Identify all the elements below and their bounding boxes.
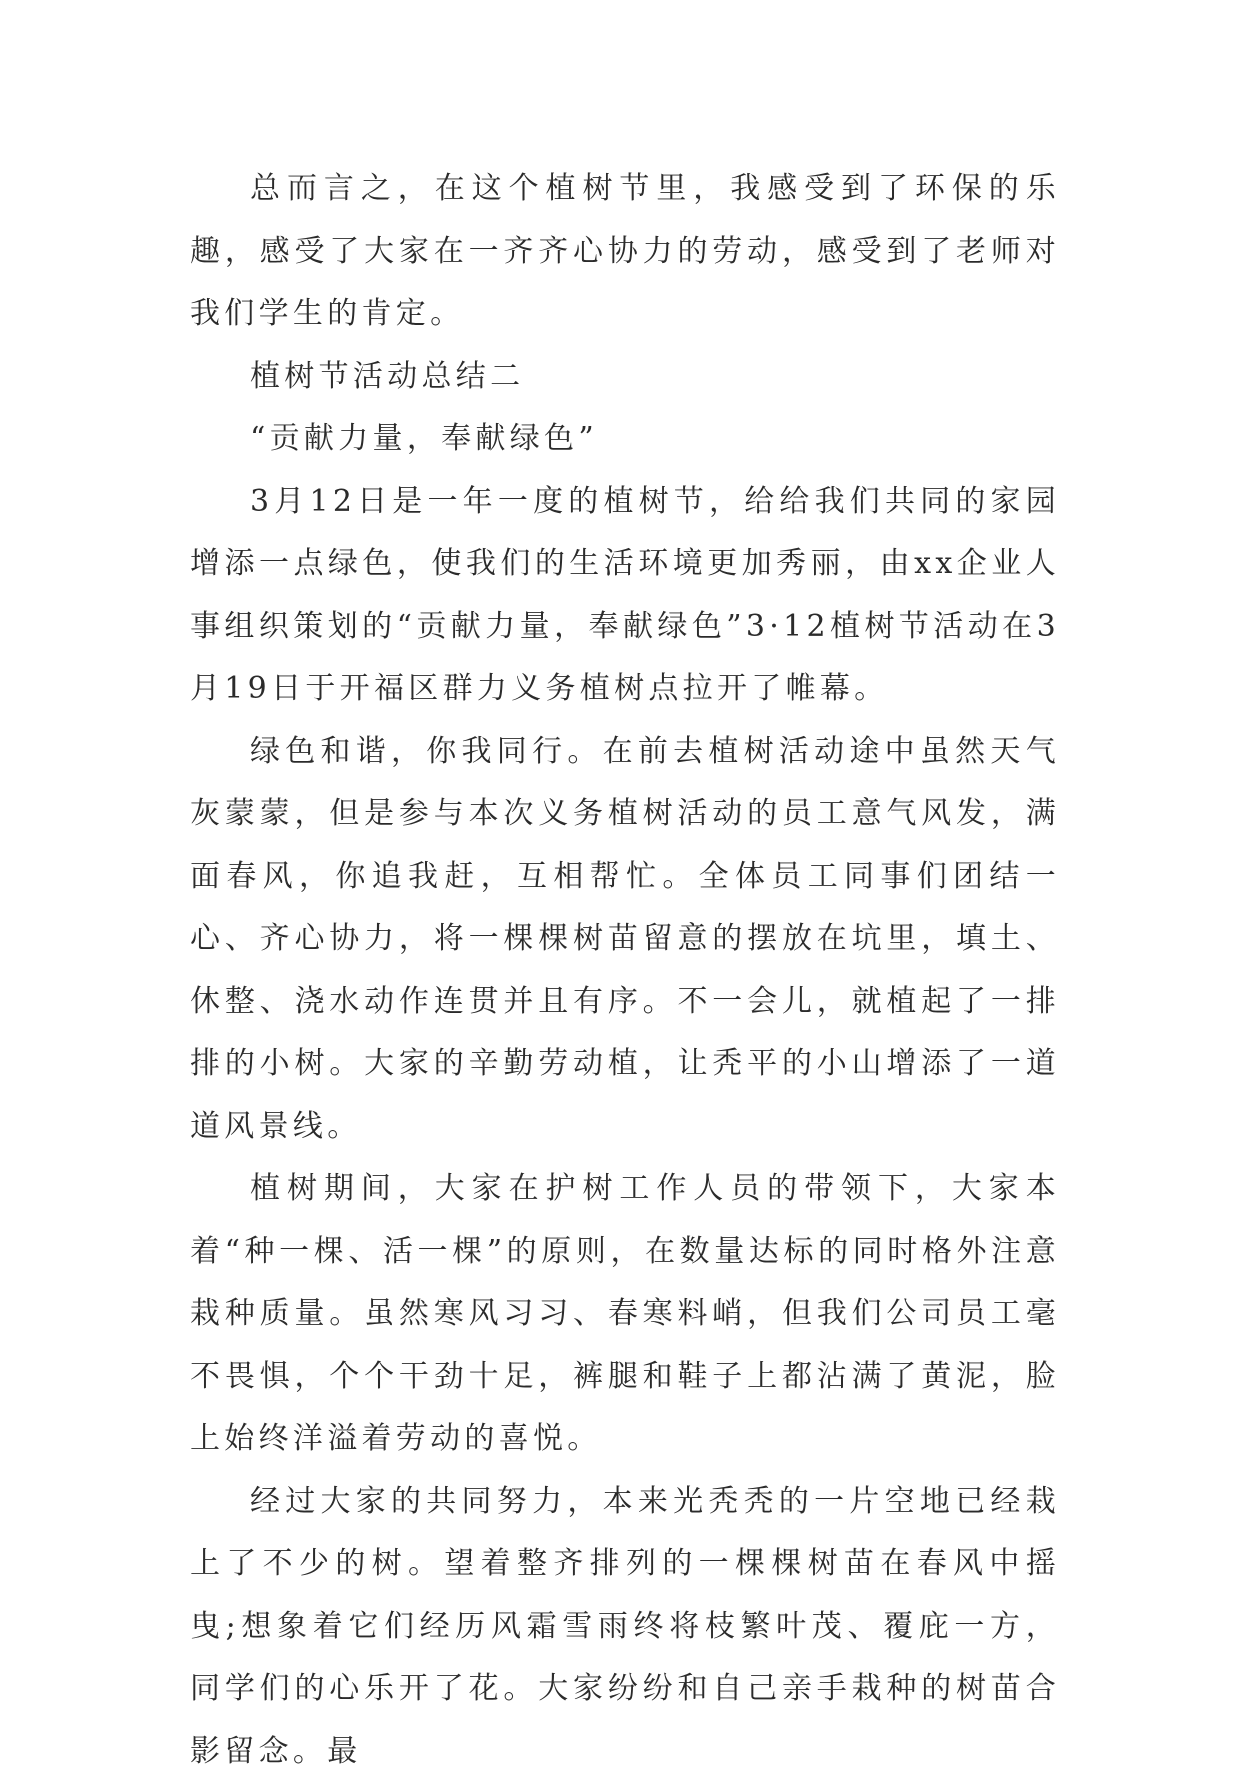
paragraph-intro: 3月12日是一年一度的植树节，给给我们共同的家园增添一点绿色，使我们的生活环境更加秀丽，由xx企业人事组织策划的“贡献力量，奉献绿色”3·12植树节活动在3月19日于开福区群力义务植树点拉开了帷幕。 — [190, 471, 1060, 721]
paragraph-planting: 植树期间，大家在护树工作人员的带领下，大家本着“种一棵、活一棵”的原则，在数量达标的同时格外注意栽种质量。虽然寒风习习、春寒料峭，但我们公司员工毫不畏惧，个个干劲十足，裤腿和鞋子上都沾满了黄泥，脸上始终洋溢着劳动的喜悦。 — [190, 1158, 1060, 1471]
section-subtitle: “贡献力量，奉献绿色” — [190, 408, 1060, 471]
paragraph-result: 经过大家的共同努力，本来光秃秃的一片空地已经栽上了不少的树。望着整齐排列的一棵棵树苗在春风中摇曳;想象着它们经历风霜雪雨终将枝繁叶茂、覆庇一方，同学们的心乐开了花。大家纷纷和自己亲手栽种的树苗合影留念。最 — [190, 1471, 1060, 1783]
paragraph-harmony: 绿色和谐，你我同行。在前去植树活动途中虽然天气灰蒙蒙，但是参与本次义务植树活动的员工意气风发，满面春风，你追我赶，互相帮忙。全体员工同事们团结一心、齐心协力，将一棵棵树苗留意的摆放在坑里，填土、休整、浇水动作连贯并且有序。不一会儿，就植起了一排排的小树。大家的辛勤劳动植，让秃平的小山增添了一道道风景线。 — [190, 721, 1060, 1159]
document-body — [190, 158, 1060, 1783]
paragraph-summary: 总而言之，在这个植树节里，我感受到了环保的乐趣，感受了大家在一齐齐心协力的劳动，感受到了老师对我们学生的肯定。 — [190, 158, 1060, 346]
section-heading: 植树节活动总结二 — [190, 346, 1060, 409]
